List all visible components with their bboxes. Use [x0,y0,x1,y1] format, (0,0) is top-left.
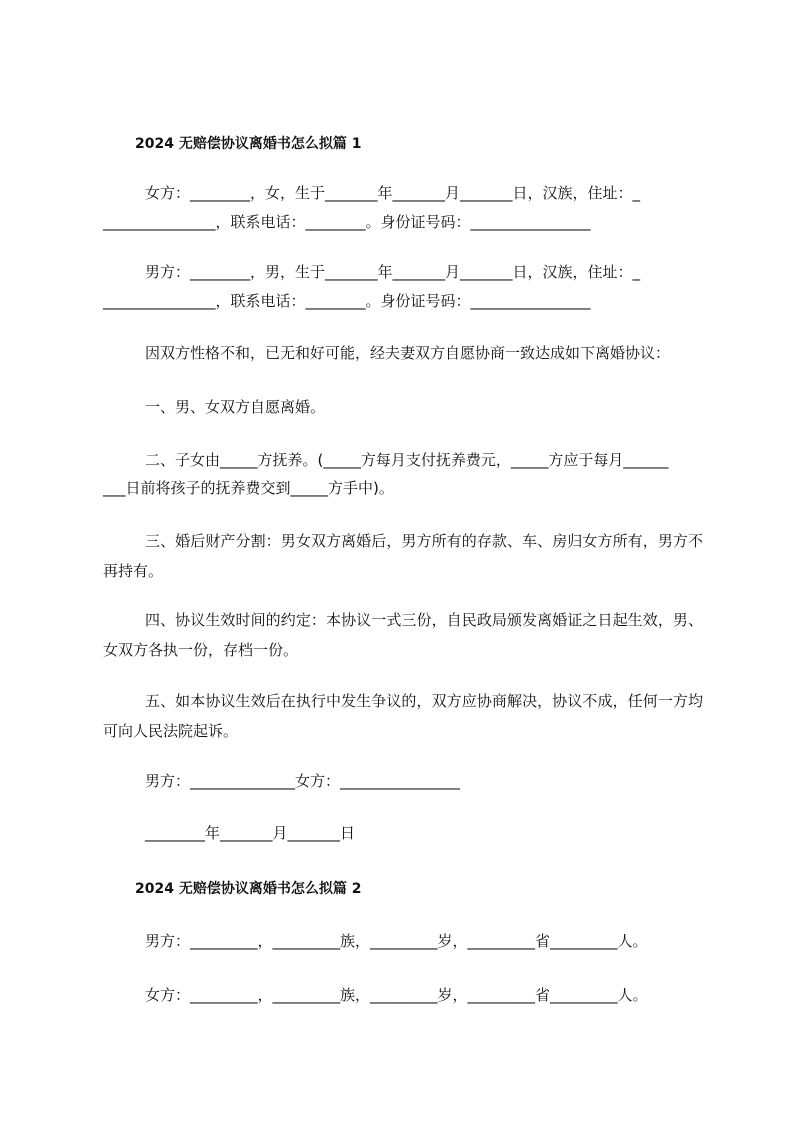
clause-3: 三、婚后财产分割：男女双方离婚后，男方所有的存款、车、房归女方所有，男方不再持有。 [103,532,703,580]
clause-2-line-2: ___日前将孩子的抚养费交到_____方手中)。 [103,479,394,497]
signature-line: 男方：______________女方：________________ [145,772,461,790]
clause-5: 五、如本协议生效后在执行中发生争议的，双方应协商解决，协议不成，任何一方均可向人民法院起诉。 [103,692,703,740]
section1-title: 2024 无赔偿协议离婚书怎么拟篇 1 [135,136,362,152]
section2-female-line: 女方：_________，_________族，_________岁，_________省_________人。 [145,986,648,1004]
female-party-line-1: 女方：________，女，生于_______年_______月_______日，汉族，住址：_ [145,184,641,202]
section2-male-line: 男方：_________，_________族，_________岁，_________省_________人。 [145,932,648,950]
male-party-line-1: 男方：________，男，生于_______年_______月_______日，汉族，住址：_ [145,263,641,281]
clause-4: 四、协议生效时间的约定：本协议一式三份，自民政局颁发离婚证之日起生效，男、女双方各执一份，存档一份。 [103,611,703,659]
intro-paragraph: 因双方性格不和，已无和好可能，经夫妻双方自愿协商一致达成如下离婚协议： [145,344,671,362]
section2-title: 2024 无赔偿协议离婚书怎么拟篇 2 [135,881,362,897]
female-party-line-2: _______________，联系电话：________。身份证号码：________________ [103,213,591,231]
clause-1: 一、男、女双方自愿离婚。 [145,398,326,416]
male-party-line-2: _______________，联系电话：________。身份证号码：________________ [103,292,591,310]
date-line: ________年_______月_______日 [145,824,356,842]
clause-2-line-1: 二、子女由_____方抚养。(_____方每月支付抚养费元，_____方应于每月______ [145,451,669,469]
